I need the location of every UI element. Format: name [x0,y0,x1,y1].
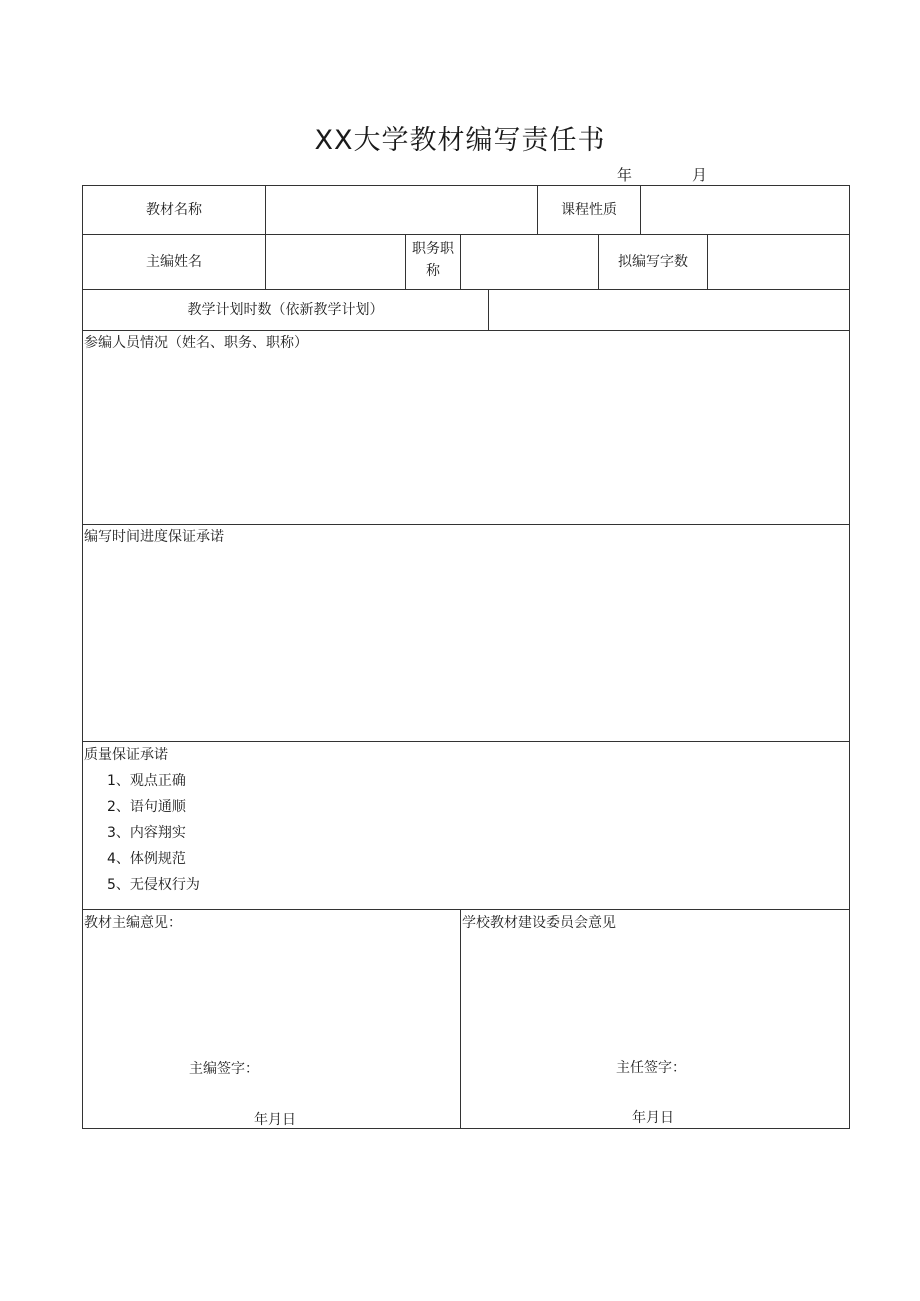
chief-editor-name-label: 主编姓名 [146,254,202,270]
textbook-name-field[interactable] [266,186,537,234]
participants-label: 参编人员情况（姓名、职务、职称） [84,335,308,351]
schedule-commitment-label: 编写时间进度保证承诺 [84,529,224,545]
committee-opinion-field[interactable] [461,932,849,1052]
table-border-bottom [82,1128,850,1129]
course-nature-label: 课程性质 [561,202,617,218]
teaching-hours-field[interactable] [489,290,849,330]
schedule-commitment-field[interactable] [83,546,849,741]
chief-editor-opinion-field[interactable] [83,932,460,1052]
committee-signature-label: 主任签字： [616,1060,686,1076]
quality-item: 1、观点正确 [107,773,186,789]
title-position-label [406,235,460,289]
course-nature-field[interactable] [641,186,849,234]
chief-editor-opinion-label: 教材主编意见： [84,915,182,931]
title-position-label-line1: 职务职 [412,241,454,257]
teaching-hours-label: 教学计划时数（依新教学计划） [187,302,384,318]
page-title: XX大学教材编写责任书 [314,125,606,156]
chief-editor-date-label: 年月日 [254,1112,296,1128]
chief-editor-name-field[interactable] [266,235,405,289]
participants-field[interactable] [83,352,849,524]
committee-opinion-label: 学校教材建设委员会意见 [462,915,616,931]
committee-date-label: 年月日 [632,1110,674,1126]
date-month-label: 月 [692,166,708,184]
quality-item: 4、体例规范 [107,851,186,867]
row-divider [82,909,850,910]
quality-item: 5、无侵权行为 [107,877,200,893]
textbook-name-label: 教材名称 [146,202,202,218]
row-divider [82,524,850,525]
planned-word-count-label: 拟编写字数 [618,254,688,270]
row-divider [82,330,850,331]
quality-commitment-label: 质量保证承诺 [84,747,168,763]
quality-item: 2、语句通顺 [107,799,186,815]
planned-word-count-field[interactable] [708,235,849,289]
title-position-field[interactable] [461,235,598,289]
table-border-right [849,185,850,1129]
title-position-label-line2: 称 [426,263,440,279]
date-year-label: 年 [617,166,633,184]
chief-editor-signature-label: 主编签字： [189,1061,259,1077]
row-divider [82,741,850,742]
quality-item: 3、内容翔实 [107,825,186,841]
